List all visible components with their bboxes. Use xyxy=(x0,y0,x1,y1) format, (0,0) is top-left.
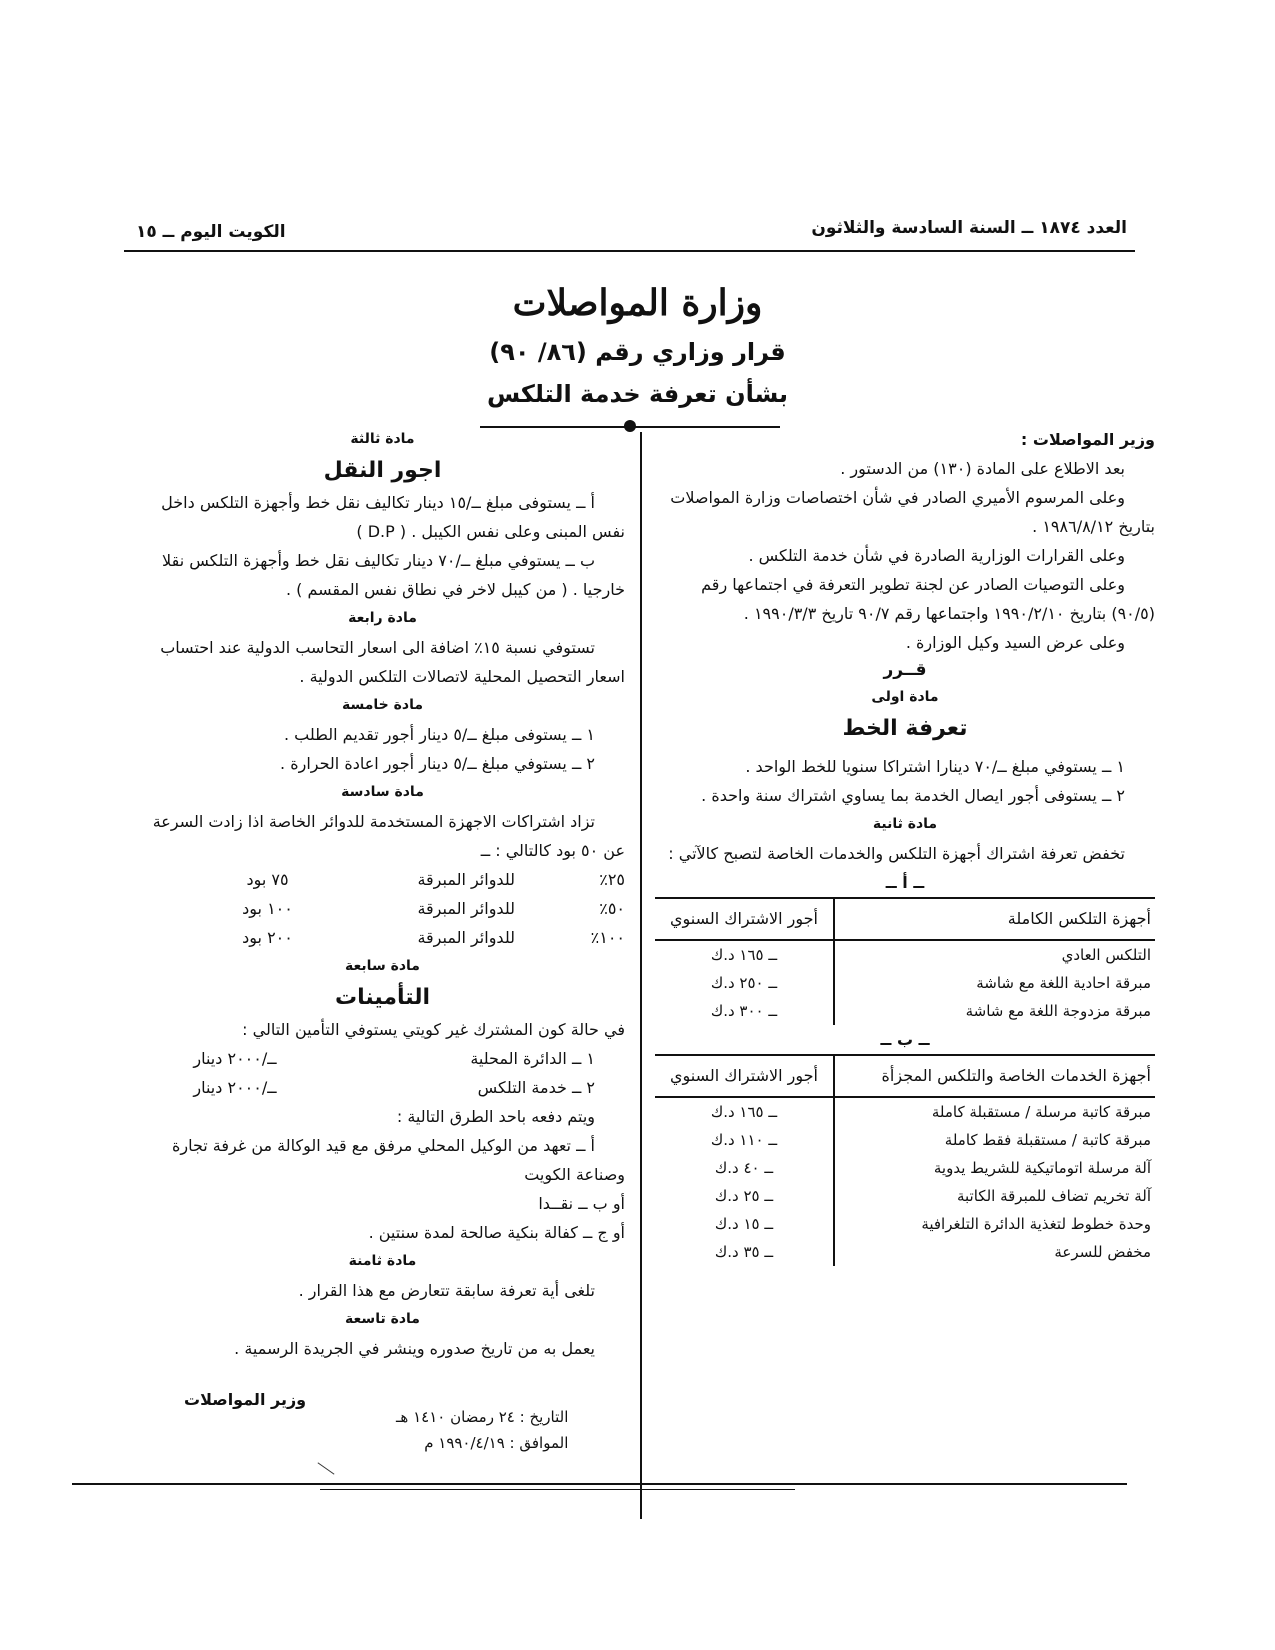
table-cell-item: مبرقة كاتبة مرسلة / مستقبلة كاملة xyxy=(931,1103,1151,1121)
speed-label: للدوائر المبرقة xyxy=(417,899,515,918)
article-9-label: مادة تاسعة xyxy=(345,1311,420,1327)
article-2-label: مادة ثانية xyxy=(872,816,938,832)
preamble-para: بعد الاطلاع على المادة (١٣٠) من الدستور . xyxy=(840,459,1125,478)
preamble-para: وعلى عرض السيد وكيل الوزارة . xyxy=(905,633,1125,652)
table-cell-item: مبرقة كاتبة / مستقبلة فقط كاملة xyxy=(944,1131,1151,1149)
speed-percent: ٥٠٪ xyxy=(599,899,625,918)
table-row xyxy=(655,1210,1155,1238)
article-7-option: أو ج ــ كفالة بنكية صالحة لمدة سنتين . xyxy=(368,1223,625,1242)
article-1-title: تعرفة الخط xyxy=(842,716,968,741)
part-a-label: ــ أ ــ xyxy=(885,873,925,892)
article-3-label: مادة ثالثة xyxy=(350,431,415,447)
article-6-text: تزاد اشتراكات الاجهزة المستخدمة للدوائر الخاصة اذا زادت السرعة عن ٥٠ بود كالتالي : ــ xyxy=(152,812,625,860)
date-hijri: التاريخ : ٢٤ رمضان ١٤١٠ هـ xyxy=(396,1408,569,1426)
speed-percent: ١٠٠٪ xyxy=(590,928,625,947)
table-cell-fee: ــ ١٦٥ د.ك xyxy=(655,1097,834,1126)
deposit-row xyxy=(140,1044,625,1073)
table-cell-item: آلة تخريم تضاف للمبرقة الكاتبة xyxy=(956,1187,1151,1205)
article-5-label: مادة خامسة xyxy=(342,697,423,713)
fee-table-b xyxy=(655,1054,1155,1266)
table-cell-fee: ــ ٢٥٠ د.ك xyxy=(655,969,834,997)
date-block xyxy=(396,1404,568,1456)
preamble-minister: وزير المواصلات : xyxy=(1020,430,1155,449)
article-2-text: تخفض تعرفة اشتراك أجهزة التلكس والخدمات الخاصة لتصبح كالآتي : xyxy=(668,844,1125,863)
table-row xyxy=(655,1238,1155,1266)
date-gregorian: الموافق : ١٩٩٠/٤/١٩ م xyxy=(424,1434,569,1452)
article-7-option: أو ب ــ نقــدا xyxy=(538,1194,625,1213)
article-7-text: في حالة كون المشترك غير كويتي يستوفي التأمين التالي : xyxy=(242,1020,625,1039)
table-row xyxy=(655,997,1155,1025)
article-1-label: مادة اولى xyxy=(871,689,939,705)
article-7-option: أ ــ تعهد من الوكيل المحلي مرفق مع قيد الوكالة من غرفة تجارة وصناعة الكويت xyxy=(171,1136,625,1184)
right-column xyxy=(655,425,1155,1266)
article-3-item: أ ــ يستوفى مبلغ ــ/١٥ دينار تكاليف نقل خط وأجهزة التلكس داخل نفس المبنى وعلى نفس الكيبل . ( D.P ) xyxy=(161,493,625,541)
left-column xyxy=(140,425,625,1363)
article-7-title: التأمينات xyxy=(335,985,430,1010)
title-ornament-dot xyxy=(624,420,636,432)
table-row xyxy=(655,940,1155,969)
article-7-payment: ويتم دفعه باحد الطرق التالية : xyxy=(396,1107,595,1126)
article-7-label: مادة سابعة xyxy=(345,958,420,974)
deposit-label: ١ ــ الدائرة المحلية xyxy=(470,1049,595,1068)
part-b-label: ــ ب ــ xyxy=(880,1030,930,1049)
speed-label: للدوائر المبرقة xyxy=(417,870,515,889)
table-row xyxy=(655,1182,1155,1210)
speed-percent: ٢٥٪ xyxy=(599,870,625,889)
table-b-header-fee: أجور الاشتراك السنوي xyxy=(655,1055,834,1097)
speed-value: ٢٠٠ بود xyxy=(242,928,293,947)
table-cell-fee: ــ ٣٠٠ د.ك xyxy=(655,997,834,1025)
preamble-para: وعلى القرارات الوزارية الصادرة في شأن خدمة التلكس . xyxy=(748,546,1125,565)
speed-value: ٧٥ بود xyxy=(246,870,289,889)
decision-title: قرار وزاري رقم (٨٦/ ٩٠) xyxy=(489,338,786,366)
article-3-title: اجور النقل xyxy=(323,458,442,483)
table-cell-item: مبرقة مزدوجة اللغة مع شاشة xyxy=(965,1002,1151,1020)
speed-value: ١٠٠ بود xyxy=(242,899,293,918)
article-6-label: مادة سادسة xyxy=(341,784,424,800)
table-cell-item: وحدة خطوط لتغذية الدائرة التلغرافية xyxy=(921,1215,1151,1233)
table-cell-fee: ــ ٣٥ د.ك xyxy=(655,1238,834,1266)
issue-number: العدد ١٨٧٤ ــ السنة السادسة والثلاثون xyxy=(811,218,1127,238)
article-9-text: يعمل به من تاريخ صدوره وينشر في الجريدة الرسمية . xyxy=(234,1339,595,1358)
table-a-header-device: أجهزة التلكس الكاملة xyxy=(834,898,1155,940)
article-8-text: تلغى أية تعرفة سابقة تتعارض مع هذا القرار . xyxy=(298,1281,595,1300)
article-8-label: مادة ثامنة xyxy=(348,1253,417,1269)
table-cell-fee: ــ ٢٥ د.ك xyxy=(655,1182,834,1210)
table-b-header-device: أجهزة الخدمات الخاصة والتلكس المجزأة xyxy=(834,1055,1155,1097)
deposit-amount: ــ/٢٠٠٠ دينار xyxy=(193,1078,277,1097)
article-5-item: ٢ ــ يستوفي مبلغ ــ/٥ دينار أجور اعادة الحرارة . xyxy=(280,754,595,773)
table-cell-item: مبرقة احادية اللغة مع شاشة xyxy=(976,974,1151,992)
table-row xyxy=(655,1126,1155,1154)
table-cell-fee: ــ ١٥ د.ك xyxy=(655,1210,834,1238)
table-cell-fee: ــ ١١٠ د.ك xyxy=(655,1126,834,1154)
deposit-label: ٢ ــ خدمة التلكس xyxy=(477,1078,595,1097)
article-4-text: تستوفي نسبة ١٥٪ اضافة الى اسعار التحاسب الدولية عند احتساب اسعار التحصيل المحلية لاتصالات التلكس الدولية . xyxy=(160,638,625,686)
decision-subject: بشأن تعرفة خدمة التلكس xyxy=(486,380,789,408)
table-cell-item: مخفض للسرعة xyxy=(1054,1243,1151,1261)
speed-label: للدوائر المبرقة xyxy=(417,928,515,947)
table-row xyxy=(655,1154,1155,1182)
footer-subrule xyxy=(320,1489,795,1490)
decided-heading: قــرر xyxy=(883,660,927,680)
journal-page-label: الكويت اليوم ــ ١٥ xyxy=(136,222,286,242)
fee-table-a xyxy=(655,897,1155,1025)
speed-row xyxy=(140,894,625,923)
article-1-item: ٢ ــ يستوفى أجور ايصال الخدمة بما يساوي اشتراك سنة واحدة . xyxy=(701,786,1125,805)
article-3-item: ب ــ يستوفي مبلغ ــ/٧٠ دينار تكاليف نقل خط وأجهزة التلكس نقلا خارجيا . ( من كيبل لاخر في نطاق نفس المقسم ) . xyxy=(162,551,625,599)
article-5-item: ١ ــ يستوفى مبلغ ــ/٥ دينار أجور تقديم الطلب . xyxy=(283,725,595,744)
table-row xyxy=(655,969,1155,997)
table-row xyxy=(655,1097,1155,1126)
speed-row xyxy=(140,865,625,894)
footer-rule xyxy=(72,1483,1127,1485)
speed-row xyxy=(140,923,625,952)
ministry-title: وزارة المواصلات xyxy=(512,282,763,324)
table-cell-item: التلكس العادي xyxy=(1061,946,1151,964)
minister-signature: وزير المواصلات xyxy=(184,1390,307,1409)
table-cell-fee: ــ ٤٠ د.ك xyxy=(655,1154,834,1182)
column-divider xyxy=(640,432,642,1519)
table-a-header-fee: أجور الاشتراك السنوي xyxy=(655,898,834,940)
deposit-row xyxy=(140,1073,625,1102)
preamble-para: وعلى التوصيات الصادر عن لجنة تطوير التعرفة في اجتماعها رقم (٩٠/٥) بتاريخ ١٩٩٠/٢/١٠ واجتماعها رقم ٩٠/٧ تاريخ ١٩٩٠/٣/٣ . xyxy=(701,575,1155,623)
article-1-item: ١ ــ يستوفي مبلغ ــ/٧٠ دينارا اشتراكا سنويا للخط الواحد . xyxy=(745,757,1125,776)
preamble-para: وعلى المرسوم الأميري الصادر في شأن اختصاصات وزارة المواصلات بتاريخ ١٩٨٦/٨/١٢ . xyxy=(670,488,1155,536)
deposit-amount: ــ/٢٠٠٠ دينار xyxy=(193,1049,277,1068)
article-4-label: مادة رابعة xyxy=(348,610,417,626)
table-cell-fee: ــ ١٦٥ د.ك xyxy=(655,940,834,969)
header-rule xyxy=(124,250,1135,252)
scan-mark xyxy=(318,1462,335,1474)
table-cell-item: آلة مرسلة اتوماتيكية للشريط يدوية xyxy=(933,1159,1151,1177)
